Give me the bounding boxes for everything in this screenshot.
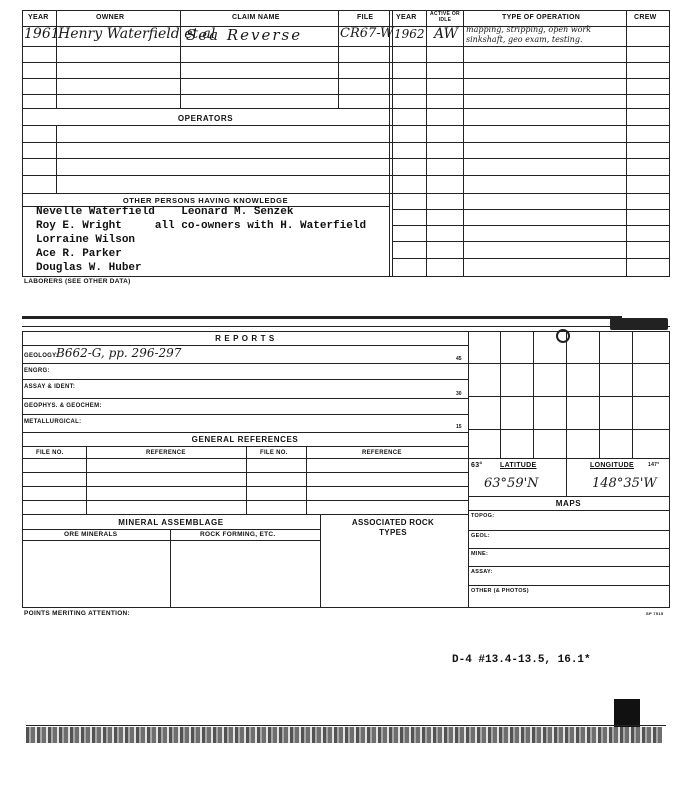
header-type-of-operation: TYPE OF OPERATION bbox=[502, 14, 581, 21]
maps-other: OTHER (& PHOTOS) bbox=[471, 588, 529, 594]
ref-reference-2: REFERENCE bbox=[362, 450, 402, 456]
maps-mine: MINE: bbox=[471, 551, 489, 557]
ref-reference-1: REFERENCE bbox=[146, 450, 186, 456]
engrg-label: ENGRG: bbox=[24, 368, 50, 374]
record-status: AW bbox=[434, 26, 458, 42]
header-file: FILE bbox=[357, 14, 374, 21]
scan-blot-top-right bbox=[610, 318, 668, 330]
ref-file-no-1: FILE NO. bbox=[36, 450, 64, 456]
number-45: 45 bbox=[456, 356, 462, 362]
general-references-title: GENERAL REFERENCES bbox=[191, 435, 299, 444]
geology-label: GEOLOGY: bbox=[24, 353, 59, 359]
record-year-2: 1962 bbox=[394, 27, 425, 41]
other-person-1: Nevelle Waterfield Leonard M. Senzek bbox=[36, 206, 294, 218]
other-person-5: Douglas W. Huber bbox=[36, 262, 142, 274]
record-operation-2: sinkshaft, geo exam, testing. bbox=[466, 35, 583, 44]
location-circle-icon bbox=[556, 329, 570, 343]
header-crew: CREW bbox=[634, 14, 657, 21]
maps-geol: GEOL: bbox=[471, 533, 490, 539]
record-owner: Henry Waterfield et al bbox=[58, 26, 216, 42]
ore-minerals-label: ORE MINERALS bbox=[64, 531, 118, 538]
geophys-label: GEOPHYS. & GEOCHEM: bbox=[24, 403, 102, 409]
assay-ident-label: ASSAY & IDENT: bbox=[24, 384, 76, 390]
laborers-label: LABORERS (SEE OTHER DATA) bbox=[24, 278, 131, 285]
record-claim-name: Sea Reverse bbox=[186, 26, 303, 44]
form-number: SP 7515 bbox=[646, 611, 664, 616]
header-active-idle: ACTIVE OR IDLE bbox=[430, 11, 460, 23]
latitude-label: LATITUDE bbox=[500, 462, 537, 469]
geology-value: B662-G, pp. 296-297 bbox=[56, 346, 182, 360]
other-person-4: Ace R. Parker bbox=[36, 248, 122, 260]
lat-prefix: 63° bbox=[471, 462, 483, 469]
other-persons-title: OTHER PERSONS HAVING KNOWLEDGE bbox=[122, 196, 289, 205]
scan-block-bottom-right bbox=[614, 699, 640, 727]
ref-file-no-2: FILE NO. bbox=[260, 450, 288, 456]
footer-note: D-4 #13.4-13.5, 16.1* bbox=[452, 654, 591, 666]
other-person-3: Lorraine Wilson bbox=[36, 234, 136, 246]
other-person-2: Roy E. Wright all co-owners with H. Waterfield bbox=[36, 220, 367, 232]
maps-assay: ASSAY: bbox=[471, 569, 493, 575]
header-claim-name: CLAIM NAME bbox=[232, 14, 280, 21]
record-file: CR67-W bbox=[340, 26, 394, 41]
mineral-assemblage-title: MINERAL ASSEMBLAGE bbox=[118, 518, 224, 527]
record-year: 1961 bbox=[24, 26, 60, 42]
latitude-value: 63°59'N bbox=[484, 476, 539, 491]
scan-smear-top bbox=[22, 316, 622, 319]
longitude-label: LONGITUDE bbox=[590, 462, 634, 469]
lon-prefix: 147° bbox=[648, 462, 660, 468]
number-30: 30 bbox=[456, 391, 462, 397]
associated-rock-types-label: ASSOCIATED ROCK TYPES bbox=[351, 518, 435, 537]
operators-title: OPERATORS bbox=[177, 114, 234, 123]
scan-smear-bottom bbox=[26, 727, 662, 743]
metallurgical-label: METALLURGICAL: bbox=[24, 419, 82, 425]
number-15: 15 bbox=[456, 424, 462, 430]
rock-forming-label: ROCK FORMING, ETC. bbox=[200, 531, 276, 538]
maps-title: MAPS bbox=[555, 499, 582, 508]
maps-topog: TOPOG: bbox=[471, 513, 495, 519]
header-year: YEAR bbox=[28, 14, 49, 21]
longitude-value: 148°35'W bbox=[592, 476, 657, 491]
record-operation-1: mapping, stripping, open work bbox=[466, 25, 592, 34]
header-year-2: YEAR bbox=[396, 14, 417, 21]
points-meriting-attention: POINTS MERITING ATTENTION: bbox=[24, 610, 131, 617]
header-owner: OWNER bbox=[96, 14, 125, 21]
reports-title: R E P O R T S bbox=[215, 334, 275, 343]
